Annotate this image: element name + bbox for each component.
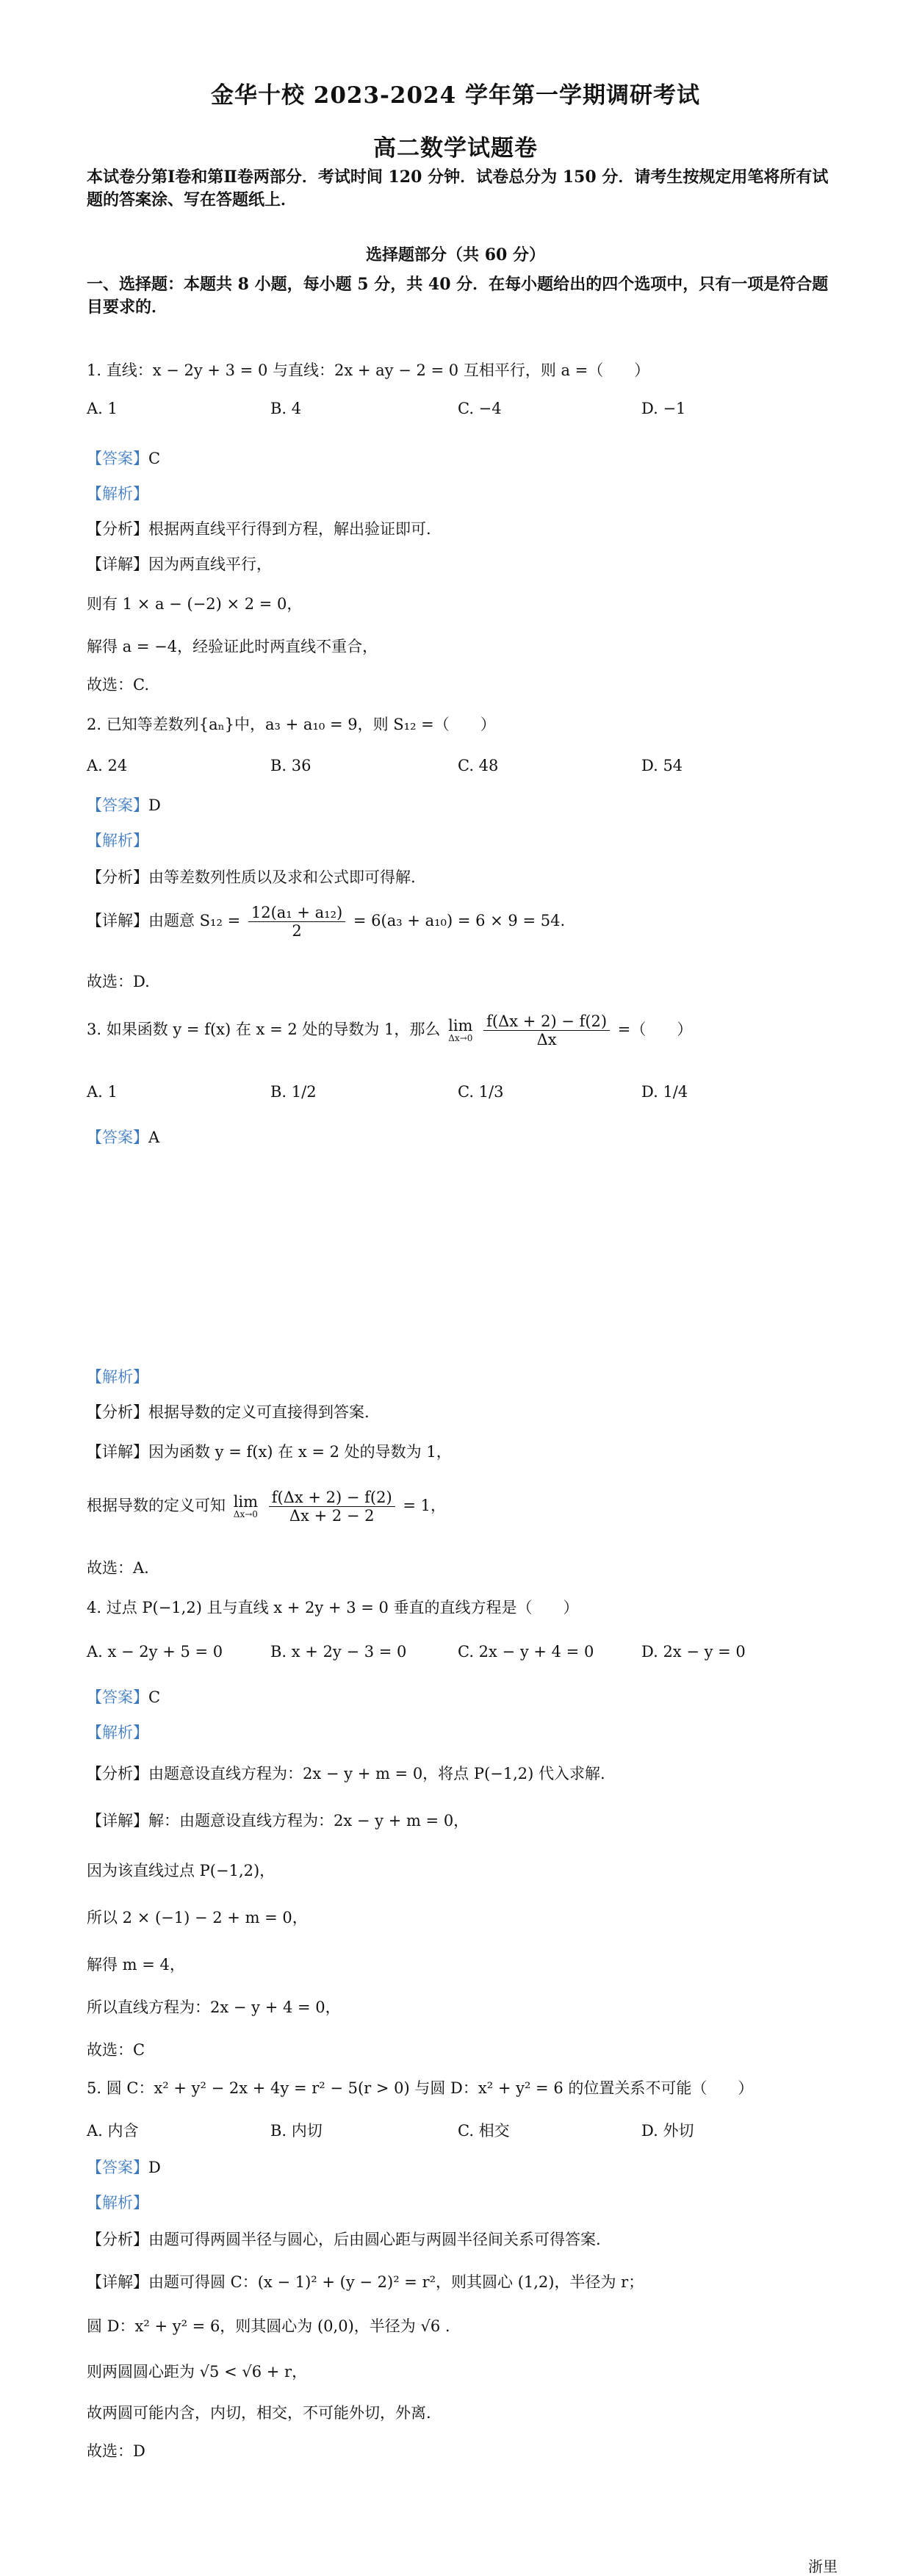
- q4-option-c: C. 2x − y + 4 = 0: [458, 1643, 594, 1661]
- q4-xiangjie-text: 解：由题意设直线方程为：2x − y + m = 0，: [148, 1812, 469, 1830]
- q5-option-b: B. 内切: [270, 2122, 323, 2140]
- q3-def-pre: 根据导数的定义可知: [87, 1497, 226, 1514]
- q2-xiangjie: [87, 904, 565, 940]
- q4-option-a: A. x − 2y + 5 = 0: [87, 1643, 223, 1661]
- xiangjie-label: 【详解】: [87, 1812, 148, 1830]
- q2-answer-value: D: [148, 796, 161, 814]
- q1-line-3: 故选：C.: [87, 676, 149, 694]
- fenxi-label: 【分析】: [87, 2231, 148, 2248]
- q1-option-d: D. −1: [641, 400, 686, 417]
- q4-line-5: 故选：C: [87, 2041, 145, 2059]
- q2-xiangjie-post: = 6(a₃ + a₁₀) = 6 × 9 = 54.: [353, 912, 566, 929]
- q5-option-c: C. 相交: [458, 2122, 510, 2140]
- q3-option-a: A. 1: [87, 1083, 118, 1101]
- answer-label: 【答案】: [87, 1129, 148, 1146]
- q4-answer-value: C: [148, 1688, 161, 1706]
- q1-line-1: 则有 1 × a − (−2) × 2 = 0，: [87, 595, 303, 613]
- q3-fenxi-text: 根据导数的定义可直接得到答案.: [148, 1403, 370, 1421]
- q1-xiangjie-text: 因为两直线平行，: [148, 555, 272, 573]
- q3-xiangjie-text: 因为函数 y = f(x) 在 x = 2 处的导数为 1，: [148, 1443, 452, 1461]
- q3-stem-post: =（ ）: [617, 1021, 693, 1038]
- q3-fraction-den: Δx: [536, 1031, 557, 1048]
- answer-label: 【答案】: [87, 1688, 148, 1706]
- lim-sub: Δx→0: [233, 1509, 258, 1519]
- q3-stem-pre: 3. 如果函数 y = f(x) 在 x = 2 处的导数为 1，那么: [87, 1021, 441, 1038]
- q4-line-1: 因为该直线过点 P(−1,2)，: [87, 1862, 276, 1879]
- q3-fraction-num: f(Δx + 2) − f(2): [483, 1012, 610, 1031]
- fenxi-label: 【分析】: [87, 868, 148, 886]
- q1-answer: [87, 447, 160, 469]
- q2-option-b: B. 36: [270, 757, 312, 774]
- q3-limit: [448, 1018, 472, 1043]
- q2-fraction-den: 2: [292, 922, 302, 940]
- q4-option-b: B. x + 2y − 3 = 0: [270, 1643, 407, 1661]
- q5-option-d: D. 外切: [641, 2122, 694, 2140]
- q2-xiangjie-pre: 由题意 S₁₂ =: [148, 912, 241, 929]
- q3-fenxi: [87, 1400, 370, 1422]
- exam-subtitle: 高二数学试题卷: [373, 135, 538, 162]
- q3-option-c: C. 1/3: [458, 1083, 504, 1101]
- q5-line-4: 故选：D: [87, 2442, 145, 2460]
- q3-analysis-label: 【解析】: [87, 1368, 148, 1386]
- section-title: 选择题部分（共 60 分）: [366, 245, 545, 265]
- q2-option-a: A. 24: [87, 757, 128, 774]
- part-heading: 一、选择题：本题共 8 小题，每小题 5 分，共 40 分．在每小题给出的四个选项中，只有一项是符合题目要求的．: [87, 275, 829, 317]
- q3-xiangjie: [87, 1440, 452, 1462]
- q1-option-c: C. −4: [458, 400, 502, 417]
- fenxi-label: 【分析】: [87, 1765, 148, 1782]
- lim-word: lim: [448, 1017, 473, 1035]
- q4-answer: [87, 1685, 160, 1708]
- xiangjie-label: 【详解】: [87, 2273, 148, 2291]
- q5-analysis-label: 【解析】: [87, 2194, 148, 2212]
- q2-options: [87, 757, 829, 786]
- q5-line-1: 圆 D：x² + y² = 6，则其圆心为 (0,0)，半径为 √6 .: [87, 2317, 450, 2335]
- q5-xiangjie-text: 由题可得圆 C：(x − 1)² + (y − 2)² = r²，则其圆心 (1,2)，半径为 r；: [148, 2273, 644, 2291]
- exam-intro: 本试卷分第Ⅰ卷和第Ⅱ卷两部分．考试时间 120 分钟．试卷总分为 150 分．请考生按规定用笔将所有试题的答案涂、写在答题纸上．: [87, 168, 829, 209]
- q1-fenxi: [87, 517, 431, 539]
- q5-option-a: A. 内含: [87, 2122, 139, 2140]
- q5-options: [87, 2119, 829, 2148]
- q5-line-2: 则两圆圆心距为 √5 < √6 + r，: [87, 2363, 308, 2381]
- q3-def-limit: [234, 1494, 258, 1519]
- q2-fenxi-text: 由等差数列性质以及求和公式即可得解.: [148, 868, 416, 886]
- q1-option-b: B. 4: [270, 400, 302, 417]
- q5-answer: [87, 2156, 161, 2178]
- q4-stem: 4. 过点 P(−1,2) 且与直线 x + 2y + 3 = 0 垂直的直线方程是（ ）: [87, 1599, 579, 1616]
- q3-def-fraction: [269, 1489, 395, 1525]
- q4-line-4: 所以直线方程为：2x − y + 4 = 0，: [87, 1998, 341, 2016]
- q3-stem: [87, 1012, 692, 1048]
- q1-options: [87, 400, 829, 429]
- q4-fenxi: [87, 1762, 605, 1784]
- q3-def-den: Δx + 2 − 2: [289, 1507, 375, 1525]
- answer-label: 【答案】: [87, 796, 148, 814]
- q3-definition: [87, 1489, 446, 1525]
- answer-label: 【答案】: [87, 450, 148, 467]
- q1-line-2: 解得 a = −4，经验证此时两直线不重合，: [87, 638, 378, 655]
- q3-answer: [87, 1126, 159, 1148]
- q5-fenxi-text: 由题可得两圆半径与圆心，后由圆心距与两圆半径间关系可得答案.: [148, 2231, 601, 2248]
- q3-option-d: D. 1/4: [641, 1083, 688, 1101]
- q3-answer-value: A: [148, 1129, 160, 1146]
- q3-def-num: f(Δx + 2) − f(2): [269, 1489, 395, 1507]
- xiangjie-label: 【详解】: [87, 912, 148, 929]
- page-footer: 浙里: [808, 2558, 838, 2575]
- q3-end: 故选：A.: [87, 1559, 149, 1577]
- q4-option-d: D. 2x − y = 0: [641, 1643, 746, 1661]
- q5-line-3: 故两圆可能内含，内切，相交，不可能外切，外离.: [87, 2404, 431, 2422]
- q3-def-post: = 1，: [403, 1497, 447, 1514]
- q5-fenxi: [87, 2228, 601, 2250]
- q2-option-d: D. 54: [641, 757, 683, 774]
- q4-line-2: 所以 2 × (−1) − 2 + m = 0，: [87, 1909, 308, 1926]
- q4-line-3: 解得 m = 4，: [87, 1956, 185, 1974]
- q4-analysis-label: 【解析】: [87, 1724, 148, 1741]
- xiangjie-label: 【详解】: [87, 555, 148, 573]
- lim-word: lim: [233, 1493, 259, 1511]
- q2-analysis-label: 【解析】: [87, 832, 148, 849]
- exam-title: 金华十校 2023-2024 学年第一学期调研考试: [210, 82, 700, 109]
- q3-option-b: B. 1/2: [270, 1083, 317, 1101]
- q1-fenxi-text: 根据两直线平行得到方程，解出验证即可.: [148, 520, 431, 538]
- answer-label: 【答案】: [87, 2159, 148, 2176]
- q2-answer: [87, 794, 161, 816]
- q3-fraction: [483, 1012, 610, 1048]
- q5-xiangjie: [87, 2270, 644, 2292]
- q2-end: 故选：D.: [87, 973, 150, 990]
- q2-stem: 2. 已知等差数列{aₙ}中，a₃ + a₁₀ = 9，则 S₁₂ =（ ）: [87, 716, 496, 733]
- lim-sub: Δx→0: [448, 1033, 473, 1043]
- q1-analysis-label: 【解析】: [87, 485, 148, 503]
- q2-fraction-num: 12(a₁ + a₁₂): [248, 904, 345, 922]
- q1-option-a: A. 1: [87, 400, 118, 417]
- q1-stem: 1. 直线：x − 2y + 3 = 0 与直线：2x + ay − 2 = 0 互相平行，则 a =（ ）: [87, 361, 650, 379]
- q2-fenxi: [87, 866, 416, 888]
- q1-answer-value: C: [148, 450, 161, 467]
- xiangjie-label: 【详解】: [87, 1443, 148, 1461]
- q4-options: [87, 1643, 829, 1672]
- q4-fenxi-text: 由题意设直线方程为：2x − y + m = 0，将点 P(−1,2) 代入求解.: [148, 1765, 605, 1782]
- q2-option-c: C. 48: [458, 757, 499, 774]
- q2-fraction: [248, 904, 345, 940]
- q3-options: [87, 1083, 829, 1112]
- q4-xiangjie: [87, 1809, 469, 1831]
- fenxi-label: 【分析】: [87, 520, 148, 538]
- q1-xiangjie: [87, 553, 272, 575]
- fenxi-label: 【分析】: [87, 1403, 148, 1421]
- q5-stem: 5. 圆 C：x² + y² − 2x + 4y = r² − 5(r > 0) 与圆 D：x² + y² = 6 的位置关系不可能（ ）: [87, 2079, 754, 2097]
- q5-answer-value: D: [148, 2159, 161, 2176]
